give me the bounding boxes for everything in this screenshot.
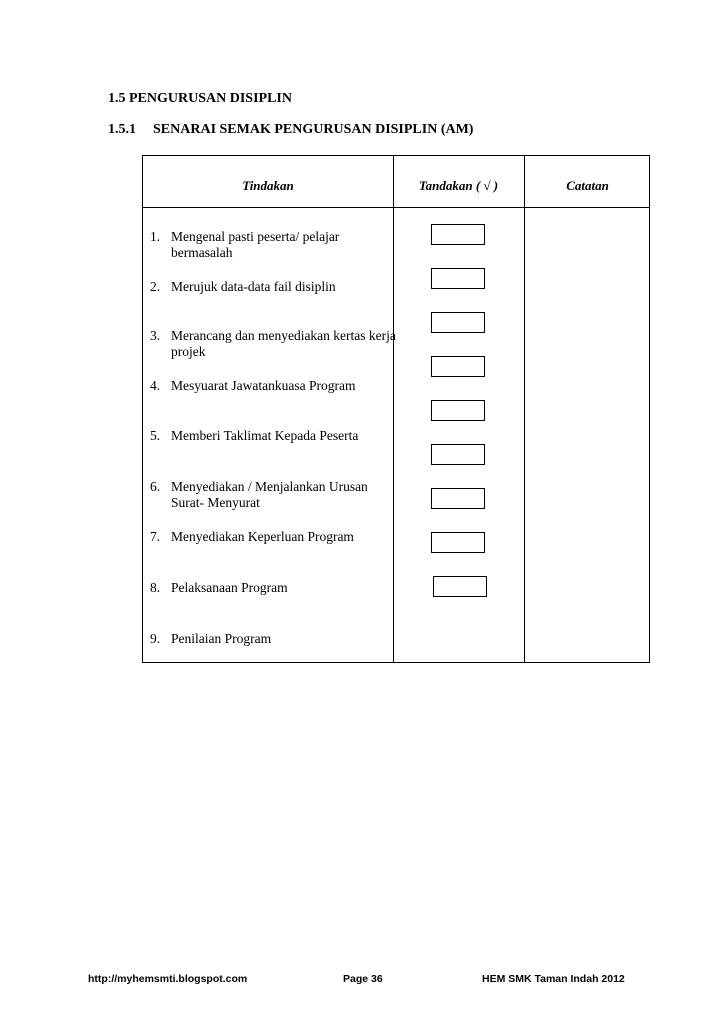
header-tindakan: Tindakan xyxy=(242,178,294,193)
item-number: 8. xyxy=(150,580,161,595)
subsection-title: SENARAI SEMAK PENGURUSAN DISIPLIN (AM) xyxy=(153,122,474,137)
tick-box[interactable] xyxy=(431,444,485,465)
header-divider xyxy=(143,207,649,208)
header-catatan: Catatan xyxy=(566,178,609,193)
subsection-number: 1.5.1 xyxy=(108,122,136,137)
tick-box[interactable] xyxy=(431,224,485,245)
item-number: 2. xyxy=(150,279,161,294)
tick-box[interactable] xyxy=(431,312,485,333)
item-text: Penilaian Program xyxy=(171,631,272,646)
footer-url[interactable]: http://myhemsmti.blogspot.com xyxy=(88,973,248,985)
item-text: Merancang dan menyediakan kertas kerja projek xyxy=(171,328,396,359)
item-text: Mengenal pasti peserta/ pelajar bermasalah xyxy=(171,229,340,260)
item-number: 7. xyxy=(150,529,161,544)
tick-box[interactable] xyxy=(431,268,485,289)
item-text: Merujuk data-data fail disiplin xyxy=(171,279,336,294)
tick-box[interactable] xyxy=(431,400,485,421)
item-text: Mesyuarat Jawatankuasa Program xyxy=(171,378,356,393)
tick-box[interactable] xyxy=(433,576,487,597)
column-divider xyxy=(524,156,525,662)
item-number: 6. xyxy=(150,479,161,494)
tick-box[interactable] xyxy=(431,356,485,377)
tick-box[interactable] xyxy=(431,488,485,509)
tick-box[interactable] xyxy=(431,532,485,553)
item-number: 1. xyxy=(150,229,161,244)
item-number: 4. xyxy=(150,378,161,393)
item-text: Pelaksanaan Program xyxy=(171,580,288,595)
header-tandakan: Tandakan ( √ ) xyxy=(418,178,499,193)
item-number: 3. xyxy=(150,328,161,343)
item-text: Menyediakan / Menjalankan Urusan Surat- Menyurat xyxy=(171,479,368,510)
footer-school: HEM SMK Taman Indah 2012 xyxy=(482,973,625,985)
section-title: 1.5 PENGURUSAN DISIPLIN xyxy=(108,91,292,106)
item-text: Menyediakan Keperluan Program xyxy=(171,529,354,544)
footer-page-number: Page 36 xyxy=(343,973,383,985)
item-number: 5. xyxy=(150,428,161,443)
item-number: 9. xyxy=(150,631,161,646)
item-text: Memberi Taklimat Kepada Peserta xyxy=(171,428,359,443)
